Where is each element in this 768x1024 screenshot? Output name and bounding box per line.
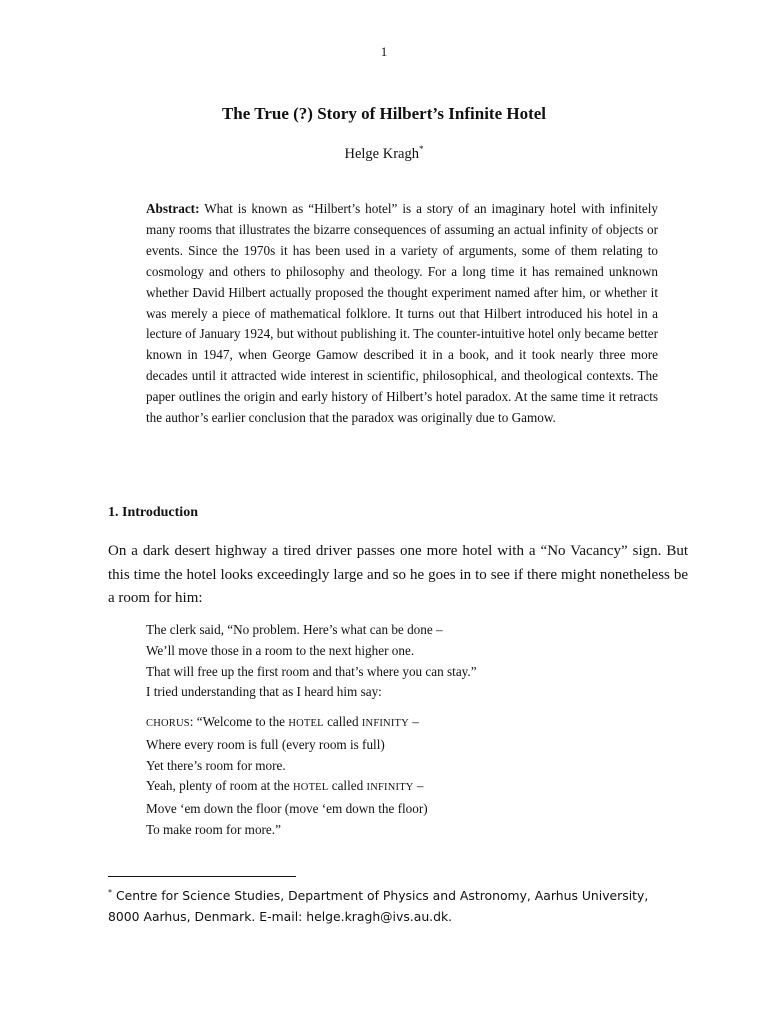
infinity-word: INFINITY (361, 718, 409, 729)
verse-line: I tried understanding that as I heard him say: (146, 684, 382, 700)
author-name: Helge Kragh (344, 146, 419, 162)
paper-title: The True (?) Story of Hilbert’s Infinite Hotel (221, 104, 547, 123)
footnote-divider (108, 876, 296, 877)
verse-chorus (146, 712, 666, 841)
chorus-line: To make room for more.” (146, 821, 281, 837)
chorus-text: – (413, 778, 424, 794)
footnote (108, 883, 688, 927)
chorus-text: Yeah, plenty of room at the (146, 778, 293, 794)
chorus-line: Move ‘em down the floor (move ‘em down the floor) (146, 801, 428, 817)
abstract-text: What is known as “Hilbert’s hotel” is a story of an imaginary hotel with infinitely many rooms that illustrates the bizarre consequences of assuming an actual infinity of objects or events. Since the 1970s it has been used in a variety of arguments, some of them relating to cosmology and others to philosophy and theology. For a long time it has remained unknown whether David Hilbert actually proposed the thought experiment named after him, or whether it was merely a piece of mathematical folklore. It turns out that Hilbert introduced his hotel in a lecture of January 1924, but without publishing it. The counter-intuitive hotel only became better known in 1947, when George Gamow described it in a book, and it took nearly three more decades until it attracted wide interest in scientific, philosophical, and theological contexts. The paper outlines the origin and early history of Hilbert’s hotel paradox. At the same time it retracts the author’s earlier conclusion that the paradox was originally due to Gamow. (146, 201, 659, 426)
hotel-word: HOTEL (293, 782, 329, 794)
footnote-line: 8000 Aarhus, Denmark. E-mail: helge.kragh@ivs.au.dk. (108, 908, 453, 924)
author-footnote-mark: * (418, 144, 424, 154)
author-line (0, 144, 768, 163)
footnote-text: Centre for Science Studies, Department of Physics and Astronomy, Aarhus University, (112, 888, 649, 903)
page-number: 1 (380, 44, 388, 59)
footnote-line (108, 883, 688, 907)
chorus-text: – (408, 714, 419, 729)
verse-line: We’ll move those in a room to the next higher one. (146, 642, 415, 658)
abstract (146, 199, 658, 429)
chorus-label: CHORUS (146, 718, 190, 729)
hotel-word: HOTEL (288, 718, 324, 729)
infinity-word: INFINITY (366, 782, 414, 794)
chorus-line (146, 776, 666, 799)
chorus-text: called (323, 714, 362, 729)
chorus-line: Where every room is full (every room is full) (146, 736, 385, 752)
chorus-line: Yet there’s room for more. (146, 757, 286, 773)
section-heading: 1. Introduction (108, 505, 198, 520)
chorus-text: called (328, 778, 367, 794)
abstract-label: Abstract: (146, 201, 200, 216)
chorus-line (146, 712, 666, 735)
chorus-text: : “Welcome to the (189, 714, 289, 729)
verse-stanza (146, 620, 666, 703)
intro-paragraph: On a dark desert highway a tired driver passes one more hotel with a “No Vacancy” sign. But this time the hotel looks exceedingly large and so he goes in to see if there might nonetheless be a room for him: (108, 543, 688, 606)
footnote-mark: * (108, 888, 112, 897)
verse-line: That will free up the first room and that’s where you can stay.” (146, 663, 477, 679)
verse-line: The clerk said, “No problem. Here’s what can be done – (146, 622, 443, 637)
